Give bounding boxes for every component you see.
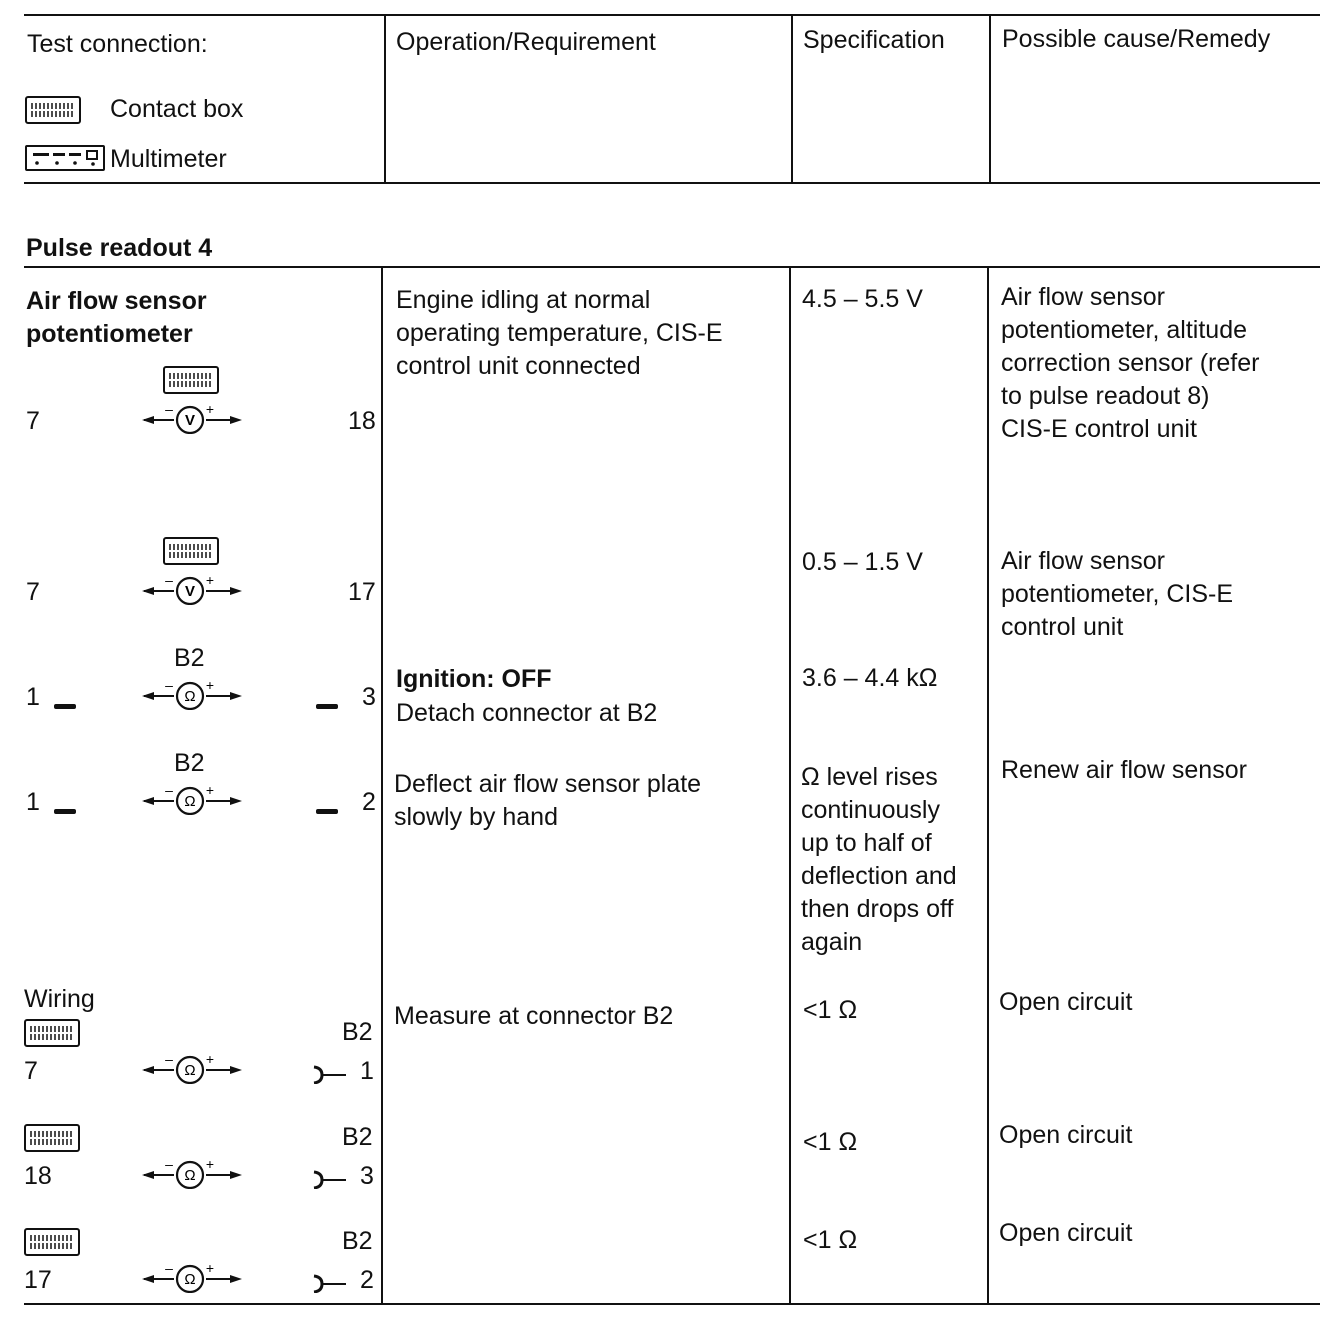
specification-line: continuously xyxy=(801,796,940,824)
svg-text:–: – xyxy=(165,575,173,588)
svg-text:Ω: Ω xyxy=(184,688,196,705)
test-title-line-2: potentiometer xyxy=(26,320,193,348)
test-connection-heading: Test connection: xyxy=(27,30,208,58)
operation-line: Detach connector at B2 xyxy=(396,699,658,727)
left-terminal: 1 xyxy=(26,683,40,711)
operation-line: Deflect air flow sensor plate xyxy=(394,770,702,798)
svg-text:+: + xyxy=(205,1263,215,1276)
svg-text:+: + xyxy=(205,785,215,798)
connector-pin: 2 xyxy=(360,1266,374,1294)
svg-text:+: + xyxy=(205,575,215,588)
specification-line: Ω level rises xyxy=(801,763,938,791)
svg-text:–: – xyxy=(165,404,173,417)
cause-line: Air flow sensor xyxy=(1001,283,1165,311)
operation-line: Engine idling at normal xyxy=(396,286,651,314)
contact-box-icon xyxy=(24,1228,80,1256)
multimeter-label: Multimeter xyxy=(110,145,227,173)
svg-text:Ω: Ω xyxy=(184,1062,196,1079)
cause-line: potentiometer, altitude xyxy=(1001,316,1247,344)
cause-line: potentiometer, CIS-E xyxy=(1001,580,1234,608)
cause-line: Open circuit xyxy=(999,1219,1133,1247)
contact-box-icon xyxy=(24,1124,80,1152)
plug-icon xyxy=(54,809,76,814)
connector-pin: 3 xyxy=(360,1162,374,1190)
ohmmeter-icon xyxy=(138,1263,258,1293)
operation-bold-line: Ignition: OFF xyxy=(396,665,552,693)
cause-line: Open circuit xyxy=(999,1121,1133,1149)
plug-icon xyxy=(316,809,338,814)
svg-text:–: – xyxy=(165,1159,173,1172)
plug-icon xyxy=(316,704,338,709)
specification-column-header: Specification xyxy=(803,26,945,54)
wiring-operation: Measure at connector B2 xyxy=(394,1002,674,1030)
specification-value: <1 Ω xyxy=(803,996,858,1024)
col-divider-1 xyxy=(381,266,383,1305)
connector-label: B2 xyxy=(342,1123,373,1151)
specification-line: again xyxy=(801,928,863,956)
right-terminal: 3 xyxy=(362,683,376,711)
contact-box-icon xyxy=(24,1019,80,1047)
voltmeter-icon xyxy=(138,404,258,434)
ohmmeter-icon xyxy=(138,1159,258,1189)
ohmmeter-icon xyxy=(138,680,258,710)
right-terminal: 2 xyxy=(362,788,376,816)
contact-box-label: Contact box xyxy=(110,95,244,123)
svg-text:Ω: Ω xyxy=(184,793,196,810)
test-title-line-1: Air flow sensor xyxy=(26,287,207,315)
cause-line: CIS-E control unit xyxy=(1001,415,1197,443)
cause-line: Open circuit xyxy=(999,988,1133,1016)
voltmeter-icon xyxy=(138,575,258,605)
specification-value: <1 Ω xyxy=(803,1226,858,1254)
svg-text:V: V xyxy=(184,583,196,600)
cause-line: Air flow sensor xyxy=(1001,547,1165,575)
socket-icon xyxy=(312,1064,348,1084)
contact-box-icon xyxy=(163,366,219,394)
ohmmeter-icon xyxy=(138,1054,258,1084)
left-terminal: 7 xyxy=(24,1057,38,1085)
contact-box-icon xyxy=(163,537,219,565)
contact-box-icon xyxy=(25,96,81,124)
svg-text:V: V xyxy=(184,412,196,429)
svg-text:+: + xyxy=(205,680,215,693)
svg-text:–: – xyxy=(165,1054,173,1067)
connector-pin: 1 xyxy=(360,1057,374,1085)
header-bottom-rule xyxy=(24,182,1320,184)
col-divider-3 xyxy=(987,266,989,1305)
specification-value: 3.6 – 4.4 kΩ xyxy=(802,664,938,692)
specification-line: up to half of xyxy=(801,829,932,857)
left-terminal: 7 xyxy=(26,578,40,606)
specification-value: 4.5 – 5.5 V xyxy=(802,285,923,313)
socket-icon xyxy=(312,1273,348,1293)
svg-text:–: – xyxy=(165,785,173,798)
left-terminal: 18 xyxy=(24,1162,52,1190)
cause-line: correction sensor (refer xyxy=(1001,349,1260,377)
specification-value: 0.5 – 1.5 V xyxy=(802,548,923,576)
connector-label: B2 xyxy=(342,1227,373,1255)
right-terminal: 18 xyxy=(348,407,376,435)
component-label: B2 xyxy=(174,644,205,672)
bottom-rule xyxy=(24,1303,1320,1305)
operation-column-header: Operation/Requirement xyxy=(396,28,656,56)
operation-line: operating temperature, CIS-E xyxy=(396,319,723,347)
cause-line: Renew air flow sensor xyxy=(1001,756,1247,784)
left-terminal: 7 xyxy=(26,407,40,435)
operation-line: control unit connected xyxy=(396,352,641,380)
wiring-title: Wiring xyxy=(24,985,95,1013)
socket-icon xyxy=(312,1169,348,1189)
svg-text:Ω: Ω xyxy=(184,1271,196,1288)
col-divider-2 xyxy=(789,266,791,1305)
col-divider-1-header xyxy=(384,14,386,184)
connector-label: B2 xyxy=(342,1018,373,1046)
cause-column-header: Possible cause/Remedy xyxy=(1002,25,1271,53)
left-terminal: 17 xyxy=(24,1266,52,1294)
operation-line: slowly by hand xyxy=(394,803,558,831)
svg-text:+: + xyxy=(205,1159,215,1172)
col-divider-2-header xyxy=(791,14,793,184)
component-label: B2 xyxy=(174,749,205,777)
col-divider-3-header xyxy=(989,14,991,184)
svg-text:–: – xyxy=(165,680,173,693)
specification-value: <1 Ω xyxy=(803,1128,858,1156)
specification-line: then drops off xyxy=(801,895,954,923)
right-terminal: 17 xyxy=(348,578,376,606)
section-rule xyxy=(24,266,1320,268)
svg-text:–: – xyxy=(165,1263,173,1276)
plug-icon xyxy=(54,704,76,709)
specification-line: deflection and xyxy=(801,862,957,890)
svg-text:Ω: Ω xyxy=(184,1167,196,1184)
svg-text:+: + xyxy=(205,404,215,417)
ohmmeter-icon xyxy=(138,785,258,815)
cause-line: to pulse readout 8) xyxy=(1001,382,1210,410)
section-title: Pulse readout 4 xyxy=(26,234,213,262)
multimeter-icon xyxy=(25,145,105,171)
cause-line: control unit xyxy=(1001,613,1124,641)
left-terminal: 1 xyxy=(26,788,40,816)
svg-text:+: + xyxy=(205,1054,215,1067)
top-rule xyxy=(24,14,1320,16)
